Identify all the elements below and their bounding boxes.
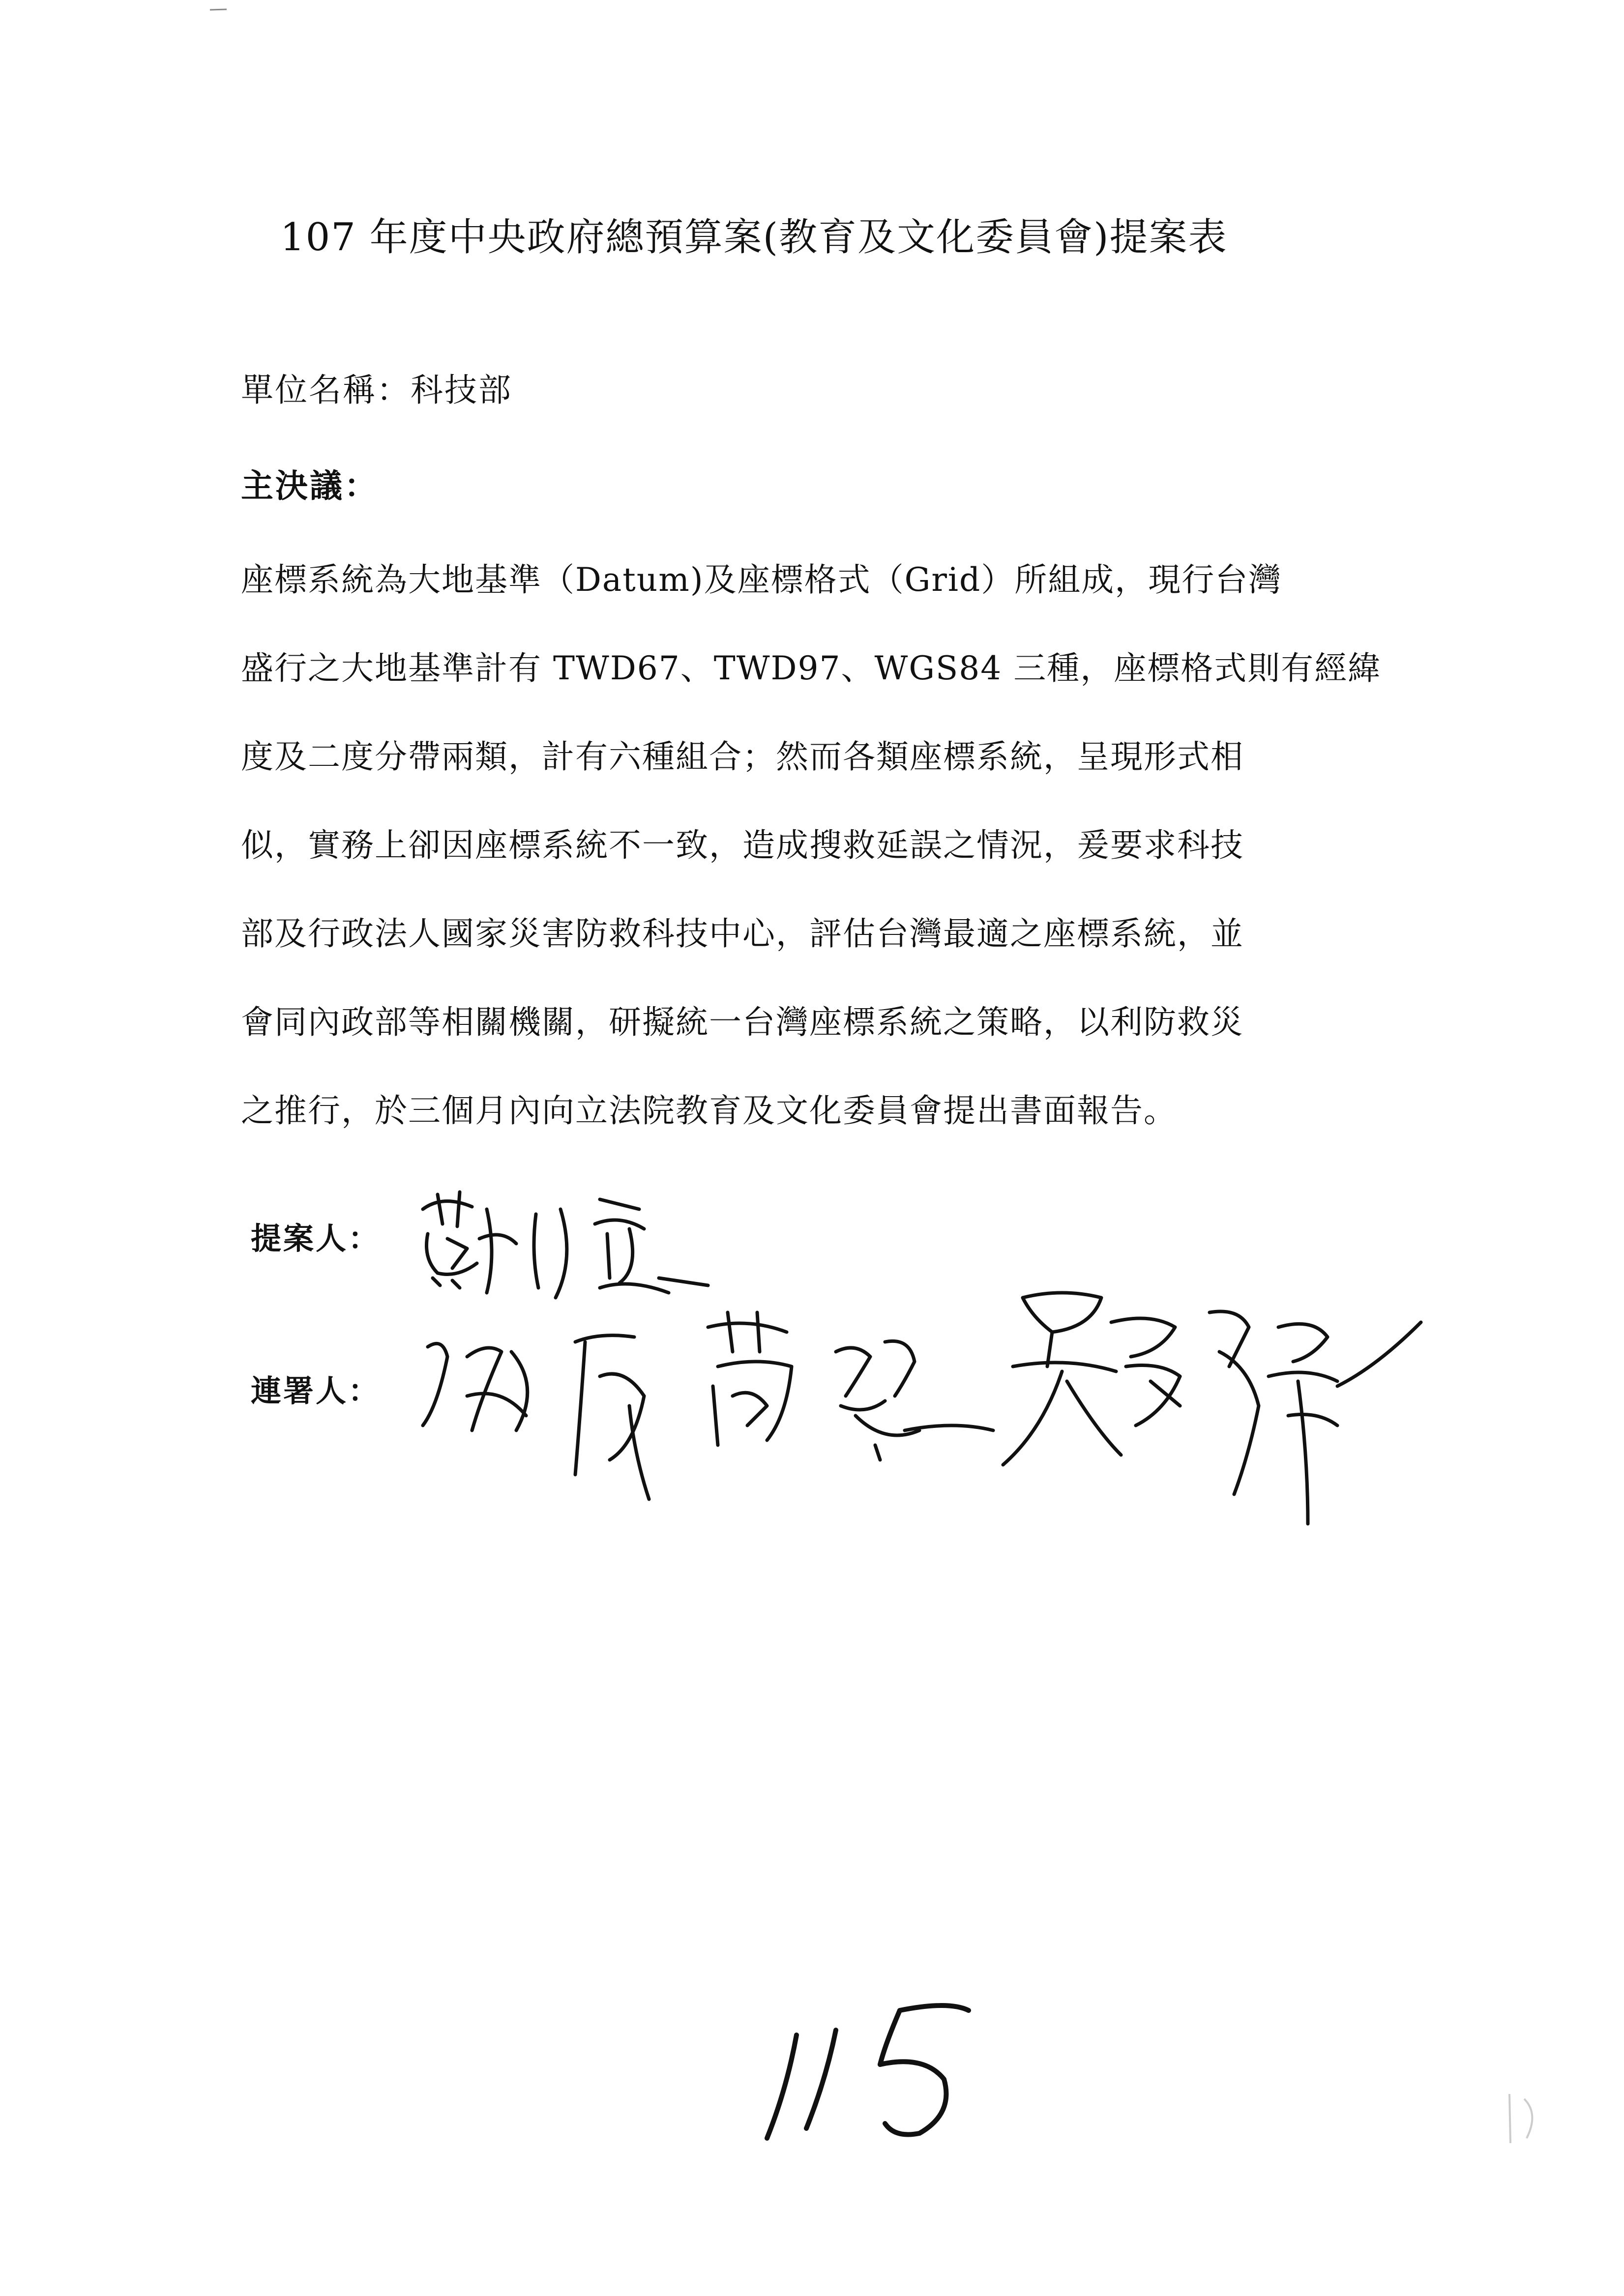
- cosigner-signatures: [413, 1268, 1446, 1543]
- body-line: 部及行政法人國家災害防救科技中心，評估台灣最適之座標系統，並: [241, 915, 1244, 953]
- scan-mark-top: [209, 7, 229, 13]
- body-line: 之推行，於三個月內向立法院教育及文化委員會提出書面報告。: [241, 1092, 1177, 1130]
- body-line: 座標系統為大地基準（Datum)及座標格式（Grid）所組成，現行台灣: [241, 561, 1282, 599]
- unit-name: 單位名稱：科技部: [241, 371, 512, 409]
- proposer-label: 提案人：: [251, 1221, 381, 1256]
- document-title: 107 年度中央政府總預算案(教育及文化委員會)提案表: [280, 215, 1228, 260]
- handwritten-page-number: [738, 1991, 993, 2153]
- body-line: 度及二度分帶兩類，計有六種組合；然而各類座標系統，呈現形式相: [241, 738, 1244, 776]
- cosigner-label: 連署人：: [251, 1373, 381, 1409]
- body-line: 似，實務上卻因座標系統不一致，造成搜救延誤之情況，爰要求科技: [241, 826, 1244, 864]
- scan-artifact: [1505, 2089, 1544, 2148]
- body-line: 盛行之大地基準計有 TWD67、TWD97、WGS84 三種，座標格式則有經緯: [241, 649, 1382, 687]
- body-line: 會同內政部等相關機關，研擬統一台灣座標系統之策略，以利防救災: [241, 1003, 1244, 1041]
- main-resolution-label: 主決議：: [241, 467, 379, 505]
- resolution-body: [241, 551, 1387, 1170]
